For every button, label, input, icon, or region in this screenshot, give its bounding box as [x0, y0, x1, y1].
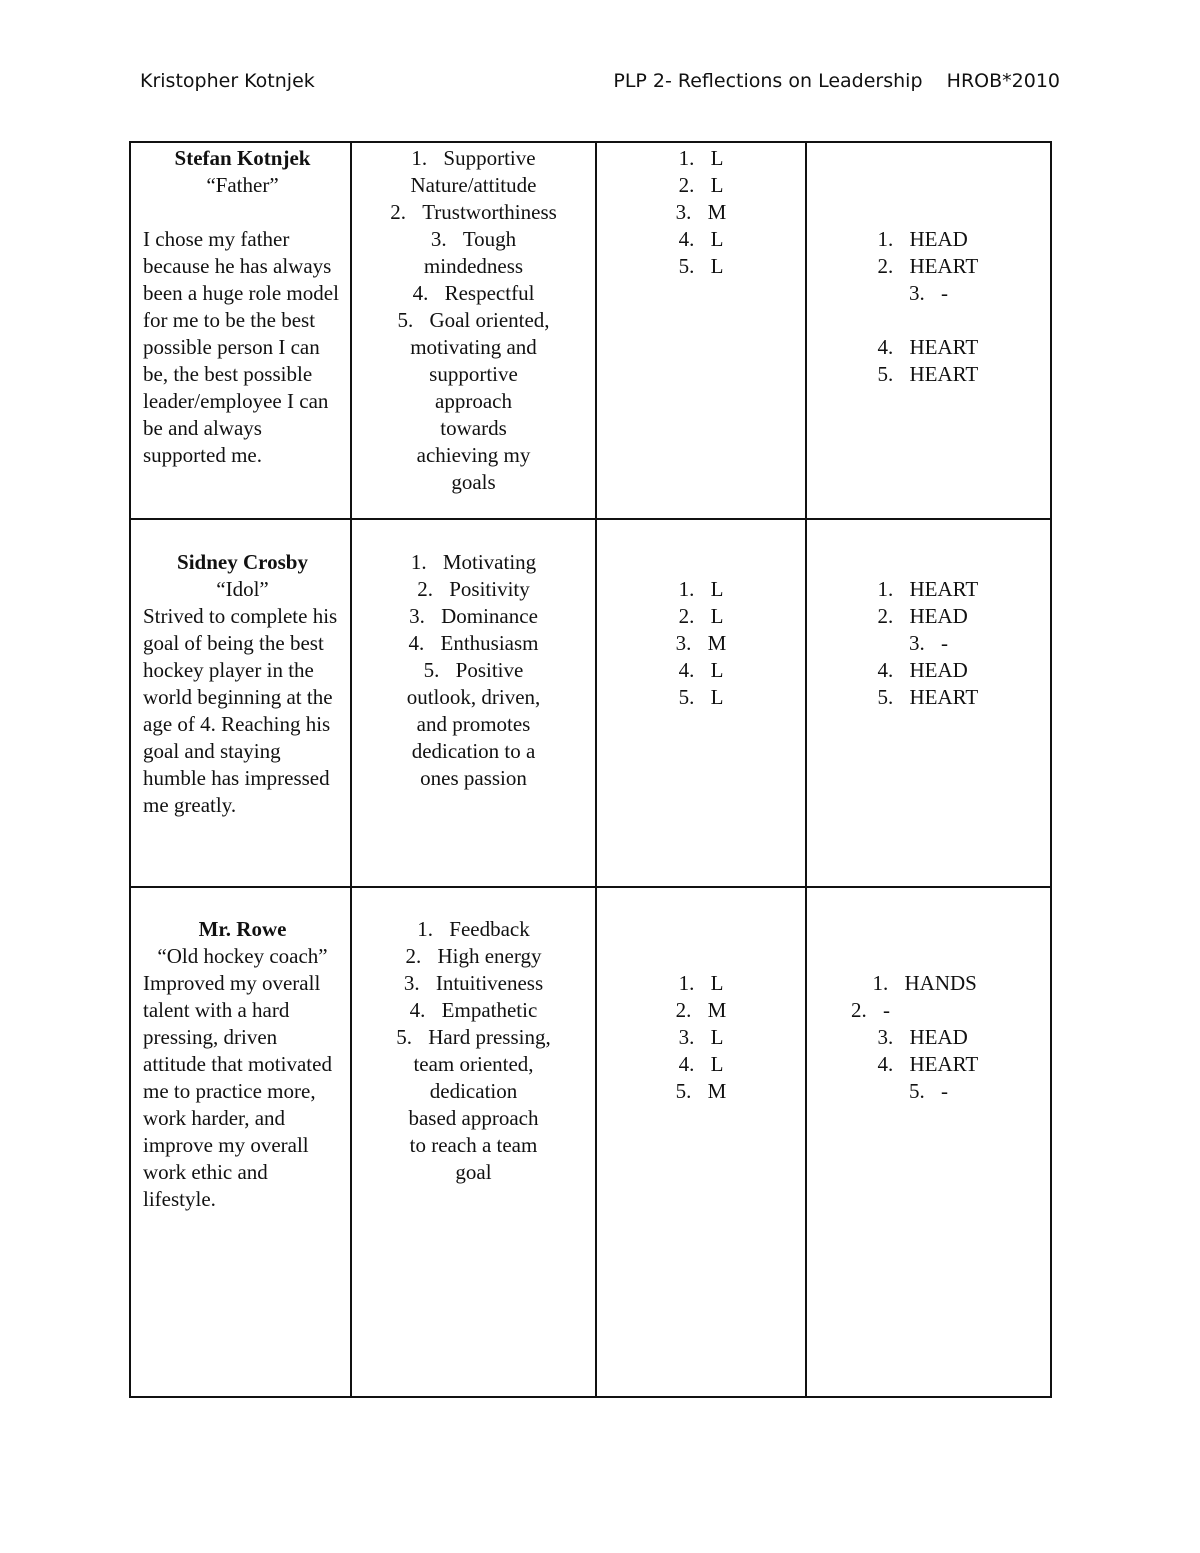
traits-cell	[351, 519, 596, 887]
ratings-cell	[596, 142, 806, 519]
list-item: 3. -	[909, 631, 948, 655]
list-item: 4. L	[678, 658, 724, 682]
list-item: 4. L	[678, 227, 724, 251]
list-item: 2. Positivity	[417, 577, 530, 601]
list-item: 1. L	[678, 577, 724, 601]
list-item: 5. Hard pressing, team oriented, dedication based approach to reach a team goal	[396, 1025, 551, 1184]
author-name: Kristopher Kotnjek	[140, 70, 315, 92]
list-item	[807, 307, 1050, 334]
list-item: 3. Intuitiveness	[403, 971, 544, 995]
table-row	[130, 519, 1051, 887]
list-item: 1. Motivating	[410, 550, 537, 574]
list-item: 5. -	[909, 1079, 948, 1103]
leader-description: Strived to complete his goal of being the best hockey player in the world beginning at the age of 4. Reaching his goal and staying humble has impressed me greatly.	[143, 604, 338, 817]
leader-title: “Old hockey coach”	[157, 944, 328, 968]
leader-cell	[130, 519, 351, 887]
list-item: 4. Respectful	[412, 281, 535, 305]
list-item: 5. HEART	[877, 685, 979, 709]
list-item: 1. L	[678, 971, 724, 995]
list-item: 2. M	[675, 998, 727, 1022]
page-header	[140, 70, 1060, 100]
list-item: 2. L	[678, 173, 724, 197]
list-item: 3. Dominance	[409, 604, 538, 628]
list-item: 1. L	[678, 146, 724, 170]
leader-name: Stefan Kotnjek	[174, 146, 311, 170]
traits-cell	[351, 887, 596, 1397]
list-item: 3. M	[675, 631, 727, 655]
list-item: 1. Feedback	[417, 917, 530, 941]
ratings-cell	[596, 887, 806, 1397]
ratings-cell	[596, 519, 806, 887]
list-item: 1. HANDS	[872, 971, 977, 995]
list-item: 5. L	[678, 254, 724, 278]
list-item: 2. High energy	[405, 944, 542, 968]
leader-name: Sidney Crosby	[177, 550, 308, 574]
list-item: 3. L	[678, 1025, 724, 1049]
list-item: 1. Supportive Nature/attitude	[410, 146, 537, 197]
list-item: 3. -	[909, 281, 948, 305]
leader-description: Improved my overall talent with a hard pressing, driven attitude that motivated me to practice more, work harder, and improve my overall work ethic and lifestyle.	[143, 971, 332, 1211]
leader-name: Mr. Rowe	[198, 917, 287, 941]
list-item: 3. Tough mindedness	[423, 227, 524, 278]
list-item: 5. Goal oriented, motivating and supportive approach towards achieving my goals	[397, 308, 550, 494]
leader-description: I chose my father because he has always been a huge role model for me to be the best possible person I can be, the best possible leader/employee I can be and always supported me.	[143, 227, 339, 467]
list-item: 5. M	[675, 1079, 727, 1103]
traits-cell	[351, 142, 596, 519]
list-item: 4. Enthusiasm	[408, 631, 539, 655]
list-item: 2. HEART	[877, 254, 979, 278]
list-item: 4. Empathetic	[409, 998, 538, 1022]
list-item: 3. HEAD	[877, 1025, 968, 1049]
table-row	[130, 887, 1051, 1397]
list-item: 2. Trustworthiness	[390, 200, 557, 224]
types-cell	[806, 887, 1051, 1397]
list-item: 3. M	[675, 200, 727, 224]
list-item: 1. HEART	[877, 577, 979, 601]
list-item: 4. L	[678, 1052, 724, 1076]
leader-cell	[130, 887, 351, 1397]
list-item: 5. Positive outlook, driven, and promotes dedication to a ones passion	[406, 658, 541, 790]
leadership-table	[129, 141, 1052, 1398]
list-item: 5. L	[678, 685, 724, 709]
types-cell	[806, 142, 1051, 519]
list-item: 1. HEAD	[877, 227, 968, 251]
leader-title: “Father”	[206, 173, 279, 197]
course-title: PLP 2- Reflections on Leadership HROB*2010	[613, 70, 1060, 92]
table-row	[130, 142, 1051, 519]
list-item: 4. HEART	[877, 335, 979, 359]
list-item: 4. HEAD	[877, 658, 968, 682]
list-item: 2. L	[678, 604, 724, 628]
leader-title: “Idol”	[216, 577, 269, 601]
list-item: 2. -	[851, 998, 890, 1022]
list-item: 4. HEART	[877, 1052, 979, 1076]
list-item: 5. HEART	[877, 362, 979, 386]
list-item: 2. HEAD	[877, 604, 968, 628]
types-cell	[806, 519, 1051, 887]
leader-cell	[130, 142, 351, 519]
